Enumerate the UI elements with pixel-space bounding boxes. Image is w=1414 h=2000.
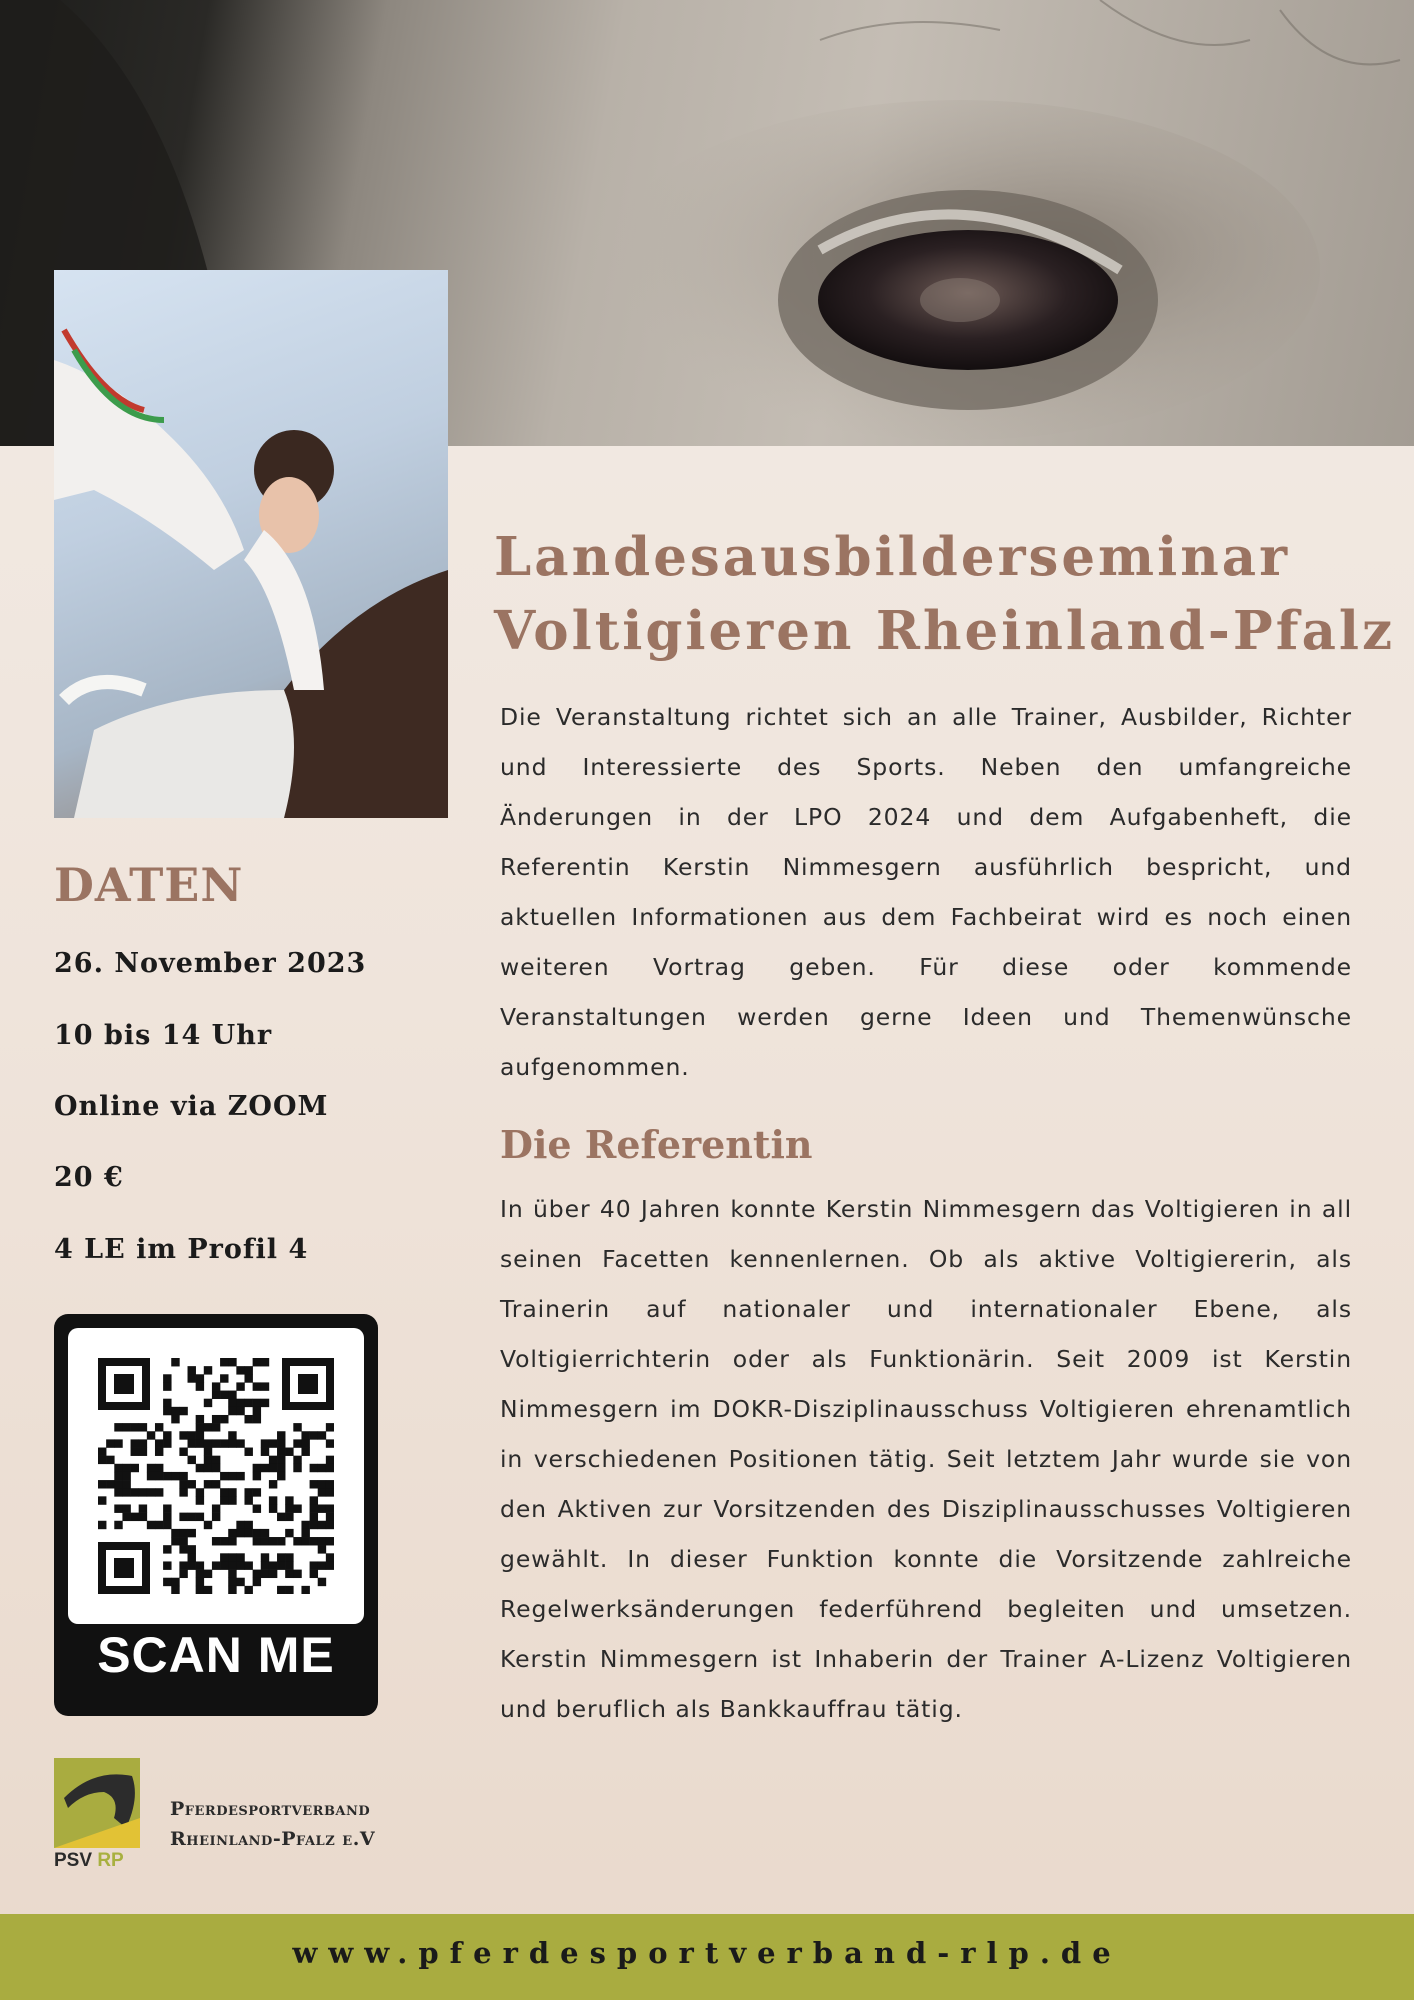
qr-code-image (68, 1328, 364, 1624)
vaulter-photo (54, 270, 448, 818)
psv-rp-wordmark (54, 1850, 124, 1872)
website-link[interactable]: www.pferdesportverband-rlp.de (292, 1936, 1122, 1970)
org-line-1: Pferdesportverband (170, 1798, 371, 1820)
rp-text: RP (97, 1850, 124, 1871)
psv-text: PSV (54, 1850, 93, 1871)
referentin-heading: Die Referentin (500, 1122, 813, 1167)
organization-name (170, 1794, 430, 1854)
event-location: Online via ZOOM (54, 1091, 329, 1122)
title-line-2: Voltigieren Rheinland-Pfalz (494, 600, 1396, 662)
event-price: 20 € (54, 1162, 124, 1193)
event-time: 10 bis 14 Uhr (54, 1020, 273, 1051)
scan-me-label: SCAN ME (97, 1627, 335, 1683)
title-line-1: Landesausbilderseminar (494, 526, 1291, 588)
daten-heading: DATEN (54, 858, 244, 912)
psv-logo-icon (54, 1758, 140, 1848)
referentin-paragraph: In über 40 Jahren konnte Kerstin Nimmesgern das Voltigieren in all seinen Facetten kennenlernen. Ob als aktive Voltigiererin, als Trainerin auf nationaler und internationaler Ebene, als Voltigierrichterin oder als Funktionärin. Seit 2009 ist Kerstin Nimmesgern im DOKR-Disziplinausschuss Voltigieren ehrenamtlich in verschiedenen Positionen tätig. Seit letztem Jahr wurde sie von den Aktiven zur Vorsitzenden des Disziplinausschusses Voltigieren gewählt. In dieser Funktion konnte die Vorsitzende zahlreiche Regelwerksänderungen federführend begleiten und umsetzen. Kerstin Nimmesgern ist Inhaberin der Trainer A-Lizenz Voltigieren und beruflich als Bankkauffrau tätig. (500, 1195, 1352, 1723)
event-date: 26. November 2023 (54, 948, 367, 979)
qr-code[interactable] (54, 1314, 378, 1716)
event-credits: 4 LE im Profil 4 (54, 1234, 309, 1265)
page-title (494, 520, 1394, 668)
org-line-2: Rheinland-Pfalz e.V (170, 1828, 376, 1850)
footer-bar (0, 1914, 1414, 2000)
intro-paragraph: Die Veranstaltung richtet sich an alle Trainer, Ausbilder, Richter und Interessierte des Sports. Neben den umfangreiche Änderungen in der LPO 2024 und dem Aufgabenheft, die Referentin Kerstin Nimmesgern ausführlich bespricht, und aktuellen Informationen aus dem Fachbeirat wird es noch einen weiteren Vortrag geben. Für diese oder kommende Veranstaltungen werden gerne Ideen und Themenwünsche aufgenommen. (500, 703, 1352, 1081)
